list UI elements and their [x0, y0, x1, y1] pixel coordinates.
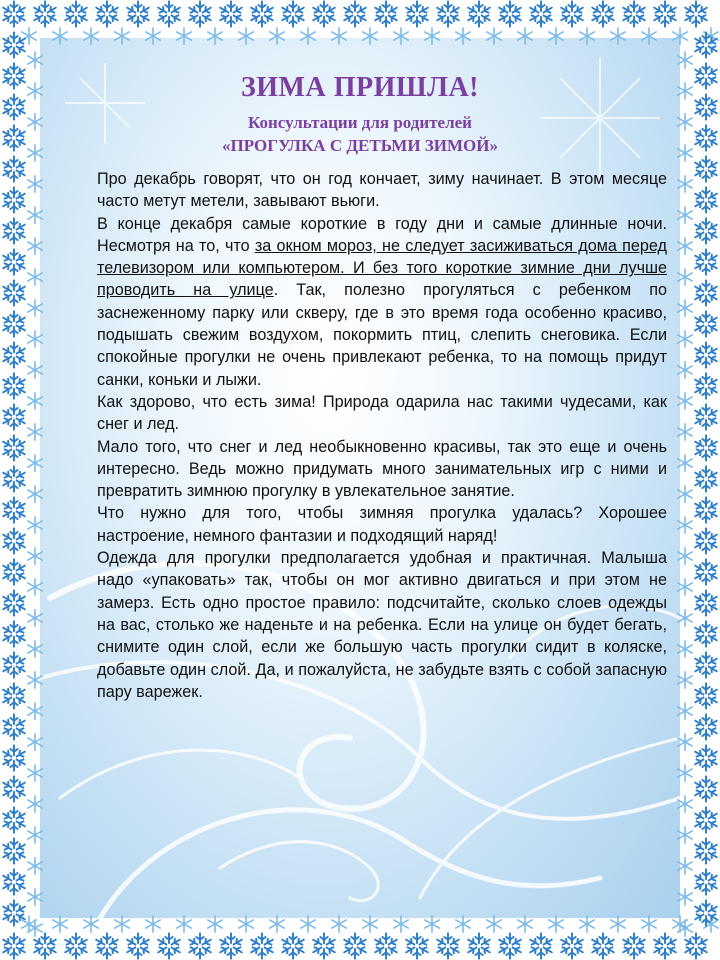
snowflake-icon [3, 807, 25, 832]
snowflake-icon [3, 869, 25, 894]
snowflake-icon [695, 838, 717, 863]
snowflake-icon [704, 916, 718, 932]
snowflake-icon [115, 916, 129, 932]
subtitle: Консультации для родителей [248, 113, 472, 132]
snowflake-icon [704, 28, 718, 44]
snowflake-icon [695, 280, 717, 305]
snowflake-icon [332, 916, 346, 932]
paragraph-text: В конце декабря самые короткие в году дни и самые длинные ночи. Несмотря на то, что [97, 214, 667, 255]
paragraph-text: . Так, полезно прогуляться с ребенком по заснеженному парку или скверу, где в это время года особенно красиво, подышать свежим воздухом, покормить птиц, слепить снеговика. Если спокойные прогулки не очень привлекают ребенка, то на помощь придут санки, коньки и лыжи. [97, 281, 667, 389]
snowflake-icon [487, 916, 501, 932]
snowflake-icon [695, 745, 717, 770]
paragraph-short-days [97, 213, 667, 391]
paragraph-clothing: Одежда для прогулки предполагается удобная и практичная. Малыша надо «упаковать» так, чтобы он мог активно двигаться и при этом не замерз. Есть одно простое правило: подсчитайте, сколько слоев одежды на вас, столько же наденьте и на ребенка. Если на улице он будет бегать, снимите один слой, если же большую часть прогулки сидит в коляске, добавьте один слой. Да, и пожалуйста, не забудьте взять с собой запасную пару варежек. [97, 549, 667, 701]
snowflake-icon [530, 1, 552, 26]
snowflake-icon [3, 466, 25, 491]
snowflake-icon [3, 652, 25, 677]
snowflake-icon [251, 1, 273, 26]
snowflake-icon [208, 916, 222, 932]
snowflake-icon [437, 933, 459, 958]
snowflake-icon [3, 435, 25, 460]
snowflake-icon [695, 342, 717, 367]
snowflake-icon [654, 1, 676, 26]
snowflake-icon [499, 933, 521, 958]
snowflake-icon [3, 218, 25, 243]
snowflake-icon [623, 1, 645, 26]
snowflake-icon [3, 933, 25, 958]
snowflake-icon [695, 869, 717, 894]
snowflake-icon [437, 1, 459, 26]
snowflake-icon [34, 1, 56, 26]
snowflake-icon [425, 916, 439, 932]
snowflake-icon [673, 916, 687, 932]
snowflake-icon [3, 528, 25, 553]
snowflake-icon [28, 920, 42, 936]
snowflake-icon [642, 916, 656, 932]
snowflake-icon [695, 311, 717, 336]
page-title: ЗИМА ПРИШЛА! [240, 72, 480, 103]
article-heading: «ПРОГУЛКА С ДЕТЬМИ ЗИМОЙ» [222, 136, 498, 155]
snowflake-icon [375, 1, 397, 26]
snowflake-icon [695, 373, 717, 398]
snowflake-icon [220, 933, 242, 958]
article-body [97, 168, 667, 703]
snowflake-icon [623, 933, 645, 958]
underlined-text: за окном мороз, не следует засиживаться дома перед телевизором или компьютером. И без того короткие зимние дни лучше проводить на улице [97, 236, 667, 300]
snowflake-icon [518, 916, 532, 932]
snowflake-icon [695, 497, 717, 522]
snowflake-icon [695, 714, 717, 739]
snowflake-icon [96, 1, 118, 26]
snowflake-icon [561, 933, 583, 958]
snowflake-icon [695, 807, 717, 832]
snowflake-icon [3, 683, 25, 708]
snowflake-icon [3, 590, 25, 615]
snowflake-icon [611, 916, 625, 932]
snowflake-icon [3, 156, 25, 181]
snowflake-icon [96, 933, 118, 958]
snowflake-icon [394, 916, 408, 932]
snowflake-icon [344, 933, 366, 958]
snowflake-icon [695, 776, 717, 801]
snowflake-icon [3, 776, 25, 801]
snowflake-icon [220, 1, 242, 26]
snowflake-icon [678, 920, 692, 936]
snowflake-icon [580, 916, 594, 932]
snowflake-icon [177, 916, 191, 932]
snowflake-icon [65, 1, 87, 26]
snowflake-icon [695, 466, 717, 491]
snowflake-icon [34, 933, 56, 958]
snowflake-icon [695, 559, 717, 584]
paragraph-december: Про декабрь говорят, что он год кончает, зиму начинает. В этом месяце часто метут метели, завывают вьюги. [97, 170, 667, 211]
snowflake-icon [189, 1, 211, 26]
snowflake-icon [3, 714, 25, 739]
snowflake-icon [344, 1, 366, 26]
snowflake-icon [3, 373, 25, 398]
snowflake-icon [695, 435, 717, 460]
snowflake-icon [695, 652, 717, 677]
snowflake-icon [685, 1, 707, 26]
snowflake-icon [654, 933, 676, 958]
snowflake-icon [406, 1, 428, 26]
snowflake-icon [468, 933, 490, 958]
snowflake-icon [127, 1, 149, 26]
snowflake-icon [695, 683, 717, 708]
snowflake-icon [456, 916, 470, 932]
snowflake-icon [695, 249, 717, 274]
snowflake-icon [592, 1, 614, 26]
snowflake-icon [375, 933, 397, 958]
snowflake-icon [695, 32, 717, 57]
snowflake-icon [3, 745, 25, 770]
snowflake-icon [695, 187, 717, 212]
snowflake-icon [313, 1, 335, 26]
snowflake-icon [695, 404, 717, 429]
snowflake-icon [695, 900, 717, 925]
snowflake-icon [561, 1, 583, 26]
snowflake-icon [530, 933, 552, 958]
snowflake-icon [3, 559, 25, 584]
snowflake-icon [158, 933, 180, 958]
snowflake-icon [3, 32, 25, 57]
snowflake-icon [3, 280, 25, 305]
snowflake-icon [146, 916, 160, 932]
snowflake-icon [363, 916, 377, 932]
snowflake-icon [3, 838, 25, 863]
snowflake-icon [3, 497, 25, 522]
snowflake-icon [53, 916, 67, 932]
paragraph-snow-games: Мало того, что снег и лед необыкновенно красивы, так это еще и очень интересно. Ведь можно придумать много занимательных игр с ними и превратить зимнюю прогулку в увлекательное занятие. [97, 437, 667, 501]
snowflake-icon [3, 1, 25, 26]
snowflake-icon [313, 933, 335, 958]
snowflake-icon [3, 249, 25, 274]
snowflake-icon [685, 933, 707, 958]
snowflake-icon [468, 1, 490, 26]
snowflake-icon [592, 933, 614, 958]
snowflake-icon [22, 28, 36, 44]
snowflake-icon [406, 933, 428, 958]
snowflake-icon [695, 590, 717, 615]
snowflake-icon [158, 1, 180, 26]
snowflake-icon [3, 311, 25, 336]
snowflake-icon [239, 916, 253, 932]
snowflake-icon [270, 916, 284, 932]
snowflake-icon [22, 916, 36, 932]
snowflake-icon [189, 933, 211, 958]
snowflake-icon [695, 156, 717, 181]
snowflake-icon [695, 621, 717, 646]
snowflake-icon [499, 1, 521, 26]
snowflake-icon [282, 1, 304, 26]
snowflake-icon [282, 933, 304, 958]
paragraph-winter-wonders: Как здорово, что есть зима! Природа одарила нас такими чудесами, как снег и лед. [97, 392, 667, 434]
snowflake-icon [65, 933, 87, 958]
snowflake-icon [301, 916, 315, 932]
snowflake-icon [3, 621, 25, 646]
snowflake-icon [695, 218, 717, 243]
snowflake-icon [549, 916, 563, 932]
snowflake-icon [127, 933, 149, 958]
paragraph-what-needed: Что нужно для того, чтобы зимняя прогулка удалась? Хорошее настроение, немного фантазии и подходящий наряд! [97, 504, 667, 545]
snowflake-icon [84, 916, 98, 932]
snowflake-icon [3, 342, 25, 367]
snowflake-icon [695, 528, 717, 553]
snowflake-icon [3, 900, 25, 925]
snowflake-icon [3, 404, 25, 429]
snowflake-icon [3, 187, 25, 212]
snowflake-icon [251, 933, 273, 958]
